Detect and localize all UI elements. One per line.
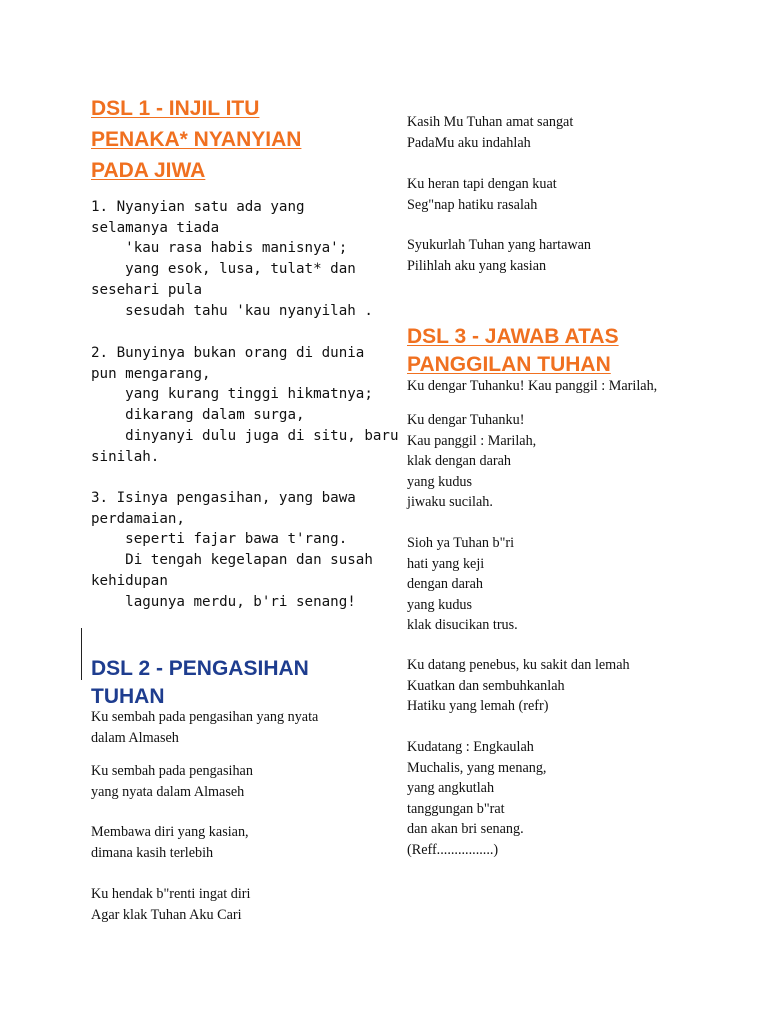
- right-stanza-3: Syukurlah Tuhan yang hartawan Pilihlah aku yang kasian: [407, 237, 592, 274]
- right-stanza-4: Ku dengar Tuhanku! Kau panggil : Marilah, klak dengan darah yang kudus jiwaku sucilah.: [407, 412, 537, 510]
- right-stanza-1: Kasih Mu Tuhan amat sangat PadaMu aku indahlah: [407, 114, 574, 151]
- dsl2-stanza-3: Ku hendak b"renti ingat diri Agar klak Tuhan Aku Cari: [91, 886, 251, 923]
- dsl2-subtitle: Ku sembah pada pengasihan yang nyata dalam Almaseh: [91, 709, 319, 746]
- verse-1: 1. Nyanyian satu ada yang selamanya tiada 'kau rasa habis manisnya'; yang esok, lusa, tulat* dan sesehari pula sesudah tahu 'kau nyanyilah .: [91, 199, 373, 319]
- dsl2-stanza-2: Membawa diri yang kasian, dimana kasih terlebih: [91, 824, 249, 861]
- right-stanza-7: Kudatang : Engkaulah Muchalis, yang menang, yang angkutlah tanggungan b"rat dan akan bri senang. (Reff................): [407, 739, 547, 858]
- verse-3: 3. Isinya pengasihan, yang bawa perdamaian, seperti fajar bawa t'rang. Di tengah kegelapan dan susah kehidupan lagunya merdu, b'ri senang!: [91, 490, 373, 610]
- right-stanza-6: Ku datang penebus, ku sakit dan lemah Kuatkan dan sembuhkanlah Hatiku yang lemah (refr): [407, 657, 630, 714]
- dsl1-title: DSL 1 - INJIL ITU PENAKA* NYANYIAN PADA JIWA: [91, 97, 302, 182]
- dsl2-title: DSL 2 - PENGASIHAN TUHAN: [91, 657, 309, 708]
- right-stanza-2: Ku heran tapi dengan kuat Seg"nap hatiku rasalah: [407, 176, 557, 213]
- verse-2: 2. Bunyinya bukan orang di dunia pun mengarang, yang kurang tinggi hikmatnya; dikarang dalam surga, dinyanyi dulu juga di situ, baru sinilah.: [91, 345, 399, 465]
- dsl3-subtitle: Ku dengar Tuhanku! Kau panggil : Marilah,: [407, 378, 658, 394]
- dsl2-stanza-1: Ku sembah pada pengasihan yang nyata dalam Almaseh: [91, 763, 253, 800]
- right-stanza-5: Sioh ya Tuhan b"ri hati yang keji dengan darah yang kudus klak disucikan trus.: [407, 535, 518, 633]
- text-cursor: [81, 628, 82, 680]
- dsl3-title: DSL 3 - JAWAB ATAS PANGGILAN TUHAN: [407, 325, 619, 376]
